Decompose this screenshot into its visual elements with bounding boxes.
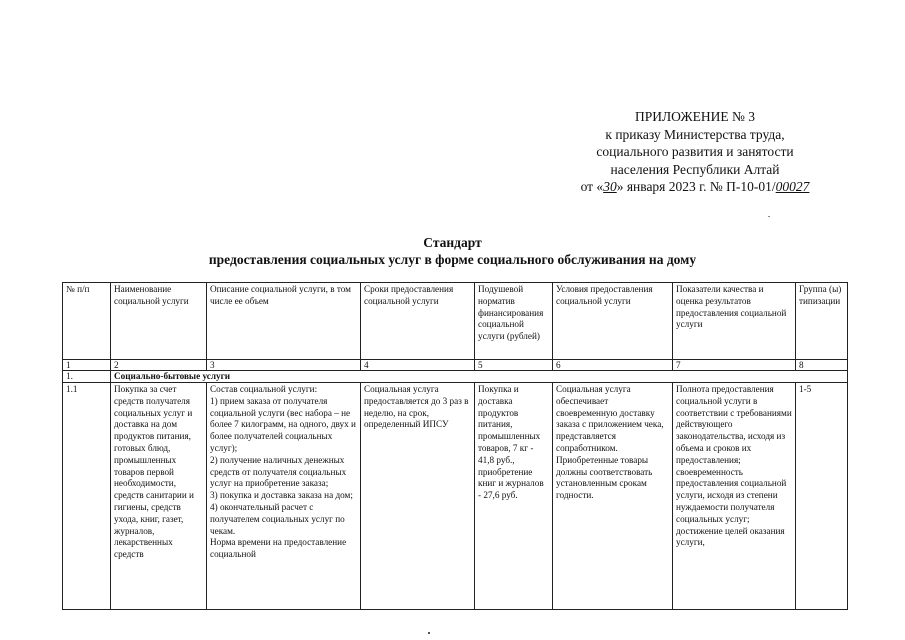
column-number-row (63, 360, 848, 371)
service-description (207, 383, 361, 610)
column-number: 8 (796, 360, 848, 371)
column-number: 2 (111, 360, 207, 371)
condition-paragraph: Приобретенные товары должны соответствовать установленным срокам годности. (556, 454, 653, 501)
description-line: 2) получение наличных денежных средств от получателя социальных услуг на приобретение заказа; (210, 454, 347, 489)
appendix-date-line (545, 178, 845, 196)
scan-mark (428, 632, 430, 634)
description-line: 3) покупка и доставка заказа на дом; (210, 490, 353, 501)
header-cell: Сроки предоставления социальной услуги (361, 283, 475, 360)
header-cell: Наименование социальной услуги (111, 283, 207, 360)
header-cell: Описание социальной услуги, в том числе ее объем (207, 283, 361, 360)
service-conditions (553, 383, 673, 610)
standard-table (62, 282, 848, 610)
title-standard: Стандарт (423, 235, 482, 250)
header-cell: Подушевой норматив финансирования социальной услуги (рублей) (475, 283, 553, 360)
column-number: 3 (207, 360, 361, 371)
section-row (63, 371, 848, 383)
handwritten-day: 30 (603, 179, 617, 194)
description-line: Норма времени на предоставление социальной (210, 537, 347, 560)
service-quality: Полнота предоставления социальной услуги в соответствии с требованиями действующего законодательства, исходя из объема и сроков их предоставления; своевременность предоставления социальной услуги, исходя из степени нуждаемости получателя социальных услуг; достижение целей оказания услуги, (673, 383, 796, 610)
table-row (63, 383, 848, 610)
column-number: 6 (553, 360, 673, 371)
handwritten-doc-number: 00027 (775, 179, 810, 194)
appendix-region-line: населения Республики Алтай (610, 161, 780, 177)
description-line: Состав социальной услуги: (210, 384, 318, 394)
table-header-row (63, 283, 848, 360)
header-cell: Показатели качества и оценка результатов предоставления социальной услуги (673, 283, 796, 360)
header-cell: Условия предоставления социальной услуги (553, 283, 673, 360)
service-group: 1-5 (796, 383, 848, 610)
section-title: Социально-бытовые услуги (111, 371, 848, 383)
appendix-ministry-line: социального развития и занятости (596, 144, 794, 159)
date-middle: » января 2023 г. № П-10-01/ (616, 179, 776, 194)
title-subtitle: предоставления социальных услуг в форме социального обслуживания на дому (208, 252, 697, 267)
service-name: Покупка за счет средств получателя социальных услуг и доставка на дом продуктов питания, готовых блюд, промышленных товаров первой необходимости, средств санитарии и гигиены, средств ухода, книг, газет, журналов, лекарственных средств (111, 383, 207, 610)
appendix-title: ПРИЛОЖЕНИЕ № 3 (634, 109, 756, 124)
document-title (0, 234, 905, 268)
scan-speck (768, 216, 770, 217)
description-line: 1) прием заказа от получателя социальной услуги (вес набора – не более 7 килограмм, на одного, двух и более получателей социальных услуг); (210, 395, 356, 453)
appendix-block (545, 108, 845, 196)
column-number: 4 (361, 360, 475, 371)
column-number: 1 (63, 360, 111, 371)
column-number: 5 (475, 360, 553, 371)
header-cell: Группа (ы) типизации (796, 283, 848, 360)
service-terms: Социальная услуга предоставляется до 3 раз в неделю, на срок, определенный ИПСУ (361, 383, 475, 610)
service-norm: Покупка и доставка продуктов питания, промышленных товаров, 7 кг - 41,8 руб., приобретение книг и журналов - 27,6 руб. (475, 383, 553, 610)
section-number: 1. (63, 371, 111, 383)
condition-paragraph: Социальная услуга обеспечивает своевременную доставку заказа с приложением чека, представляется сопработником. (556, 384, 664, 453)
date-prefix: от « (580, 179, 604, 194)
description-line: 4) окончательный расчет с получателем социальных услуг по чекам. (210, 501, 345, 536)
service-number: 1.1 (63, 383, 111, 610)
column-number: 7 (673, 360, 796, 371)
header-cell: № п/п (63, 283, 111, 360)
appendix-order-line: к приказу Министерства труда, (605, 126, 785, 142)
